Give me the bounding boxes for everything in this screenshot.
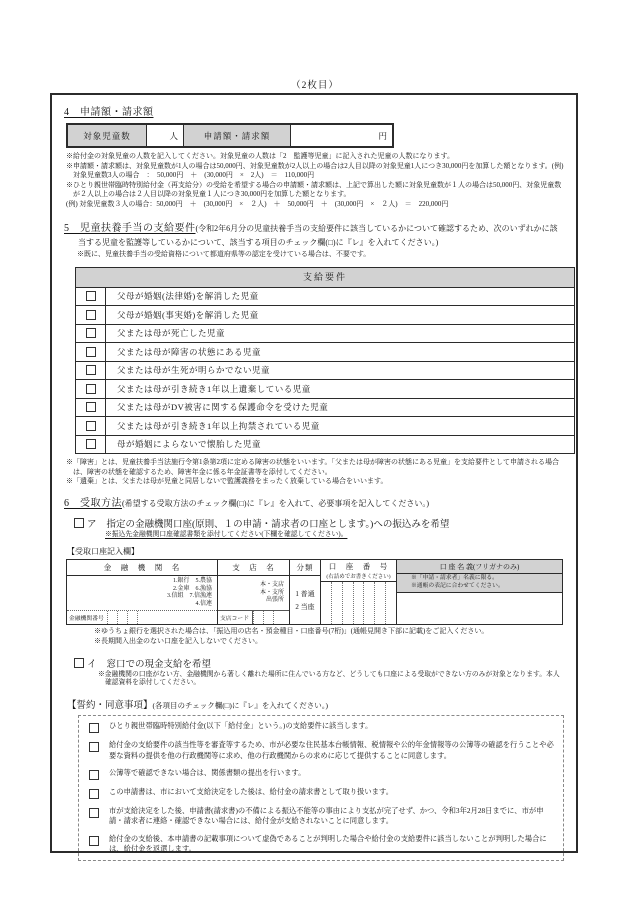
branch-code-field[interactable] bbox=[253, 611, 283, 624]
requirement-checkbox-cell bbox=[76, 399, 106, 417]
note-text: ※「遺棄」とは、父または母が児童と同居しないで監護義務をまったく放棄している場合をいいます。 bbox=[66, 477, 388, 486]
form-body bbox=[50, 93, 578, 853]
branch-option: 本・支店 bbox=[259, 582, 284, 589]
requirement-row bbox=[76, 380, 574, 399]
requirements-table-header: 支給要件 bbox=[76, 268, 574, 288]
requirement-row bbox=[76, 288, 574, 307]
requirement-checkbox[interactable] bbox=[86, 291, 96, 301]
account-holder-note: ※通帳の表記に合わせてください。 bbox=[411, 583, 504, 590]
section-5-requirements bbox=[64, 222, 564, 487]
pledge-title: 【誓約・同意事項】(各項目のチェック欄(□)に『レ』を入れてください。) bbox=[67, 701, 329, 712]
account-class-options bbox=[290, 576, 320, 624]
requirements-table bbox=[75, 267, 575, 455]
pledge-text: 給付金の支給後、本申請書の記載事項について虚偽であることが判明した場合や給付金の支給要件に該当しないことが判明した場合には、給付金を返還します。 bbox=[109, 833, 547, 853]
requirement-checkbox[interactable] bbox=[86, 439, 96, 449]
section6-title: 6 受取方法(希望する受取方法のチェック欄(□)に『レ』を入れて、必要事項を記入してください。) bbox=[64, 497, 430, 509]
requirement-text: 父または母がDV被害に関する保護命令を受けた児童 bbox=[117, 402, 329, 413]
section5-pre-note: ※既に、児童扶養手当の受給資格について都道府県等の認定を受けている場合は、不要です。 bbox=[77, 250, 371, 259]
account-number-subnote: (右詰めでお書きください) bbox=[326, 574, 391, 581]
section-4-amount bbox=[64, 103, 564, 209]
institution-code-field[interactable] bbox=[107, 611, 147, 624]
account-class-option: 1 普通 bbox=[295, 589, 315, 598]
requirement-row bbox=[76, 399, 574, 418]
requirement-text: 父母が婚姻(法律婚)を解消した児童 bbox=[117, 291, 259, 302]
option-i-note: ※金融機関の口座がない方、金融機関から著しく離れた場所に住んでいる方など、どうしても口座による受取ができない方のみが対象となります。本人確認資料を添付してください。 bbox=[98, 670, 560, 687]
requirement-checkbox[interactable] bbox=[86, 365, 96, 375]
requirement-text: 父または母が引き続き1年以上拘禁されている児童 bbox=[117, 420, 320, 431]
option-a-checkbox[interactable] bbox=[74, 518, 84, 528]
pledge-item bbox=[83, 806, 557, 827]
section4-notes bbox=[66, 152, 564, 209]
pledge-text: 市が支給決定をした後、申請書(請求書)の不備による振込不能等の事由により支払が完了せず、かつ、令和3年2月28日までに、市が申請・請求者に連絡・確認できない場合には、給付金が支給されないことに同意します。 bbox=[109, 805, 544, 826]
option-a-text: 指定の金融機関口座(原則、１の申請・請求者の口座とします。)への振込みを希望 bbox=[106, 519, 450, 530]
requirement-checkbox-cell bbox=[76, 325, 106, 343]
requirement-checkbox-cell bbox=[76, 343, 106, 361]
institution-code-label: 金融機関番号 bbox=[69, 616, 104, 623]
children-unit-label: 人 bbox=[169, 130, 178, 141]
account-holder-note: ※「申請・請求者」名義に限る。 bbox=[411, 575, 498, 582]
institution-option: 3.信組 7.信漁連 bbox=[166, 593, 212, 600]
account-number-column bbox=[321, 560, 397, 624]
children-count-field[interactable] bbox=[147, 125, 184, 146]
pledge-checkbox[interactable] bbox=[89, 770, 99, 780]
requirement-row bbox=[76, 362, 574, 381]
account-number-header: 口 座 番 号 (右詰めでお書きください) bbox=[321, 560, 396, 582]
branch-options bbox=[218, 576, 289, 610]
institution-code-row bbox=[67, 610, 217, 624]
requirement-text: 母が婚姻によらないで懐胎した児童 bbox=[117, 439, 262, 450]
pledge-text: ひとり親世帯臨時特別給付金(以下「給付金」という。)の支給要件に該当します。 bbox=[109, 721, 373, 731]
section5-notes bbox=[66, 458, 564, 487]
note-text: ※長期間入出金のない口座を記入しないでください。 bbox=[94, 637, 262, 645]
account-class-column bbox=[290, 560, 321, 624]
amount-field[interactable] bbox=[291, 125, 392, 146]
account-holder-header: 口 座 名 義(フリガナのみ) bbox=[397, 560, 562, 574]
institution-header: 金 融 機 関 名 bbox=[67, 560, 217, 576]
institution-option: 1.銀行 5.農協 bbox=[172, 578, 212, 585]
requirement-checkbox[interactable] bbox=[86, 421, 96, 431]
pledge-checkbox[interactable] bbox=[89, 808, 99, 818]
requirement-text: 父または母が障害の状態にある児童 bbox=[117, 346, 262, 357]
account-class-option: 2 当座 bbox=[295, 602, 315, 611]
note-text: ※ひとり親世帯臨時特別給付金（再支給分）の受給を希望する場合の申請額・請求額は、上記で算出した額に対象児童数が１人の場合は50,000円、対象児童数が２人以上の場合は２人目以降の対象児童１人につき30,000円を加算した額となります。 bbox=[66, 180, 562, 199]
account-box-label: 【受取口座記入欄】 bbox=[67, 547, 139, 557]
children-count-label: 対象児童数 bbox=[68, 125, 147, 146]
pledge-item bbox=[83, 721, 557, 733]
page-number: （2枚目） bbox=[291, 81, 339, 91]
pledge-item bbox=[83, 740, 557, 761]
requirement-checkbox-cell bbox=[76, 436, 106, 454]
note-text: (例) 対象児童数３人の場合：50,000円 ＋ (30,000円 × ２人) ＋ 50,000円 ＋ (30,000円 × ２人) ＝ 220,000円 bbox=[66, 199, 449, 208]
note-text: ※申請額・請求額は、対象児童数が1人の場合は50,000円、対象児童数が2人以上の場合は2人目以降の対象児童1人につき30,000円を加算した額となります。(例)対象児童数3人の場合 ： 50,000円 ＋ (30,000円 × 2人) ＝ 110,000円 bbox=[66, 161, 564, 180]
pledge-checkbox[interactable] bbox=[89, 742, 99, 752]
branch-option: 出張所 bbox=[265, 597, 284, 604]
requirement-checkbox[interactable] bbox=[86, 384, 96, 394]
requirement-checkbox[interactable] bbox=[86, 347, 96, 357]
bank-table-notes bbox=[94, 627, 564, 646]
requirement-row bbox=[76, 306, 574, 325]
requirement-text: 父または母が引き続き1年以上遺棄している児童 bbox=[117, 383, 311, 394]
institution-option: 4.信連 bbox=[195, 600, 212, 607]
account-holder-column bbox=[397, 560, 562, 624]
branch-column bbox=[218, 560, 290, 624]
branch-header: 支 店 名 bbox=[218, 560, 289, 576]
branch-code-label: 支店コード bbox=[218, 611, 253, 624]
branch-code-row bbox=[218, 610, 289, 624]
requirement-row bbox=[76, 325, 574, 344]
section5-title: 5 児童扶養手当の支給要件(令和2年6月分の児童扶養手当の支給要件に該当しているかについて確認するため、次のいずれかに該当する児童を監護等しているかについて、該当する項目のチェック欄(□)に『レ』を入れてください。) bbox=[64, 223, 558, 248]
requirement-checkbox-cell bbox=[76, 417, 106, 435]
account-class-header: 分類 bbox=[290, 560, 320, 576]
requirement-text: 父または母が生死が明らかでない児童 bbox=[117, 365, 271, 376]
pledge-checkbox[interactable] bbox=[89, 836, 99, 846]
branch-option: 本・支所 bbox=[259, 589, 284, 596]
pledge-text: この申請書は、市において支給決定をした後は、給付金の請求書として取り扱います。 bbox=[109, 786, 393, 796]
note-text: ※給付金の対象児童の人数を記入してください。対象児童の人数は「2 監護等児童」に記入された児童の人数になります。 bbox=[66, 152, 454, 160]
requirement-checkbox-cell bbox=[76, 288, 106, 306]
option-i-checkbox[interactable] bbox=[74, 658, 84, 668]
requirement-checkbox-cell bbox=[76, 362, 106, 380]
option-a-key: ア bbox=[87, 519, 97, 530]
note-text: ※「障害」とは、児童扶養手当法施行令第1条第2項に定める障害の状態をいいます。「父または母が障害の状態にある児童」を支給要件として申請される場合は、障害の状態を確認するため、障害年金に係る年金証書等を添付してください。 bbox=[66, 458, 559, 476]
institution-options bbox=[67, 576, 217, 610]
account-holder-notes bbox=[397, 574, 562, 593]
pledge-item bbox=[83, 787, 557, 799]
section4-title: 4 申請額・請求額 bbox=[64, 107, 154, 118]
requirement-row bbox=[76, 417, 574, 436]
pledge-checkbox[interactable] bbox=[89, 789, 99, 799]
requirement-checkbox-cell bbox=[76, 306, 106, 324]
amount-label: 申請額・請求額 bbox=[184, 125, 291, 146]
pledge-checkbox[interactable] bbox=[89, 723, 99, 733]
requirement-checkbox-cell bbox=[76, 380, 106, 398]
option-i-text: 窓口での現金支給を希望 bbox=[106, 659, 212, 670]
requirement-row bbox=[76, 436, 574, 454]
bank-account-table bbox=[66, 559, 563, 625]
requirement-checkbox[interactable] bbox=[86, 328, 96, 338]
requirement-checkbox[interactable] bbox=[86, 402, 96, 412]
requirement-text: 父または母が死亡した児童 bbox=[117, 328, 226, 339]
account-holder-field[interactable] bbox=[397, 593, 562, 624]
pledge-section bbox=[64, 697, 564, 861]
institution-option: 2.金庫 6.漁協 bbox=[172, 585, 212, 592]
account-number-field[interactable] bbox=[321, 582, 396, 624]
requirement-checkbox[interactable] bbox=[86, 310, 96, 320]
section-6-payment-method bbox=[64, 497, 564, 689]
pledge-item bbox=[83, 834, 557, 855]
pledge-item bbox=[83, 768, 557, 780]
amount-unit-label: 円 bbox=[378, 130, 387, 141]
requirement-text: 父母が婚姻(事実婚)を解消した児童 bbox=[117, 309, 259, 320]
requirement-row bbox=[76, 343, 574, 362]
option-i-row bbox=[74, 656, 564, 670]
option-i-key: イ bbox=[87, 659, 97, 670]
option-a-note: ※振込先金融機関口座確認書類を添付してください(下欄を確認してください)。 bbox=[105, 530, 348, 538]
amount-table bbox=[66, 123, 394, 148]
option-a-row bbox=[74, 516, 564, 530]
note-text: ※ゆうちょ銀行を選択された場合は、「振込用の店名・預金種目・口座番号(7桁)」(通帳見開き下部に記載)をご記入ください。 bbox=[94, 627, 489, 636]
pledge-text: 公簿等で確認できない場合は、関係書類の提出を行います。 bbox=[109, 767, 306, 777]
pledge-box bbox=[78, 715, 564, 861]
pledge-text: 給付金の支給要件の該当性等を審査等するため、市が必要な住民基本台帳情報、税情報や公的年金情報等の公簿等の確認を行うことや必要な資料の提供を他の行政機関等に求め、他の行政機関からの求めに応じて提供することに同意します。 bbox=[109, 740, 554, 760]
institution-column bbox=[67, 560, 218, 624]
requirements-rows bbox=[76, 288, 574, 454]
